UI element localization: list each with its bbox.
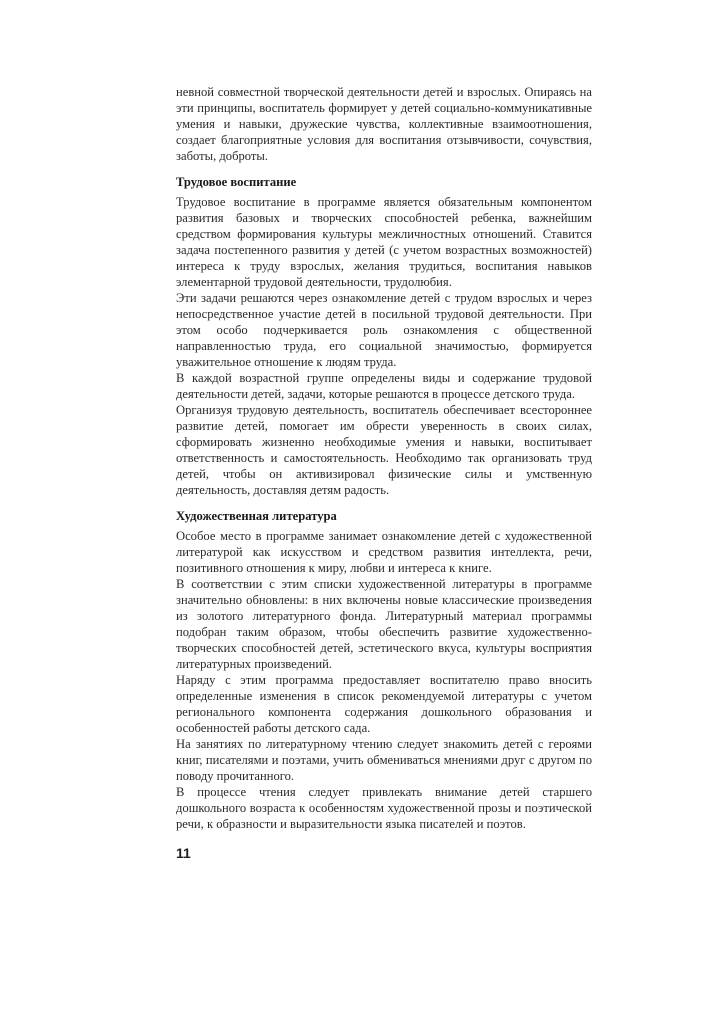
section-labor-education [176, 174, 592, 498]
paragraph: В соответствии с этим списки художественной литературы в программе значительно обновлены: в них включены новые классические произведения из золотого литературного фонда. Литературный материал программы подобран таким образом, чтобы обеспечить развитие художественно-творческих способностей детей, эстетического вкуса, культуры восприятия литературных произведений. [176, 577, 592, 671]
section-heading: Художественная литература [176, 509, 337, 523]
paragraph: На занятиях по литературному чтению следует знакомить детей с героями книг, писателями и поэтами, учить обмениваться мнениями друг с другом по поводу прочитанного. [176, 737, 592, 783]
paragraph: Организуя трудовую деятельность, воспитатель обеспечивает всестороннее развитие детей, помогает им обрести уверенность в своих силах, сформировать жизненно необходимые умения и навыки, воспитывает ответственность и самостоятельность. Необходимо так организовать труд детей, чтобы он активизировал физические силы и умственную деятельность, доставляя детям радость. [176, 403, 592, 497]
paragraph: В процессе чтения следует привлекать внимание детей старшего дошкольного возраста к особенностям художественной прозы и поэтической речи, к образности и выразительности языка писателей и поэтов. [176, 785, 592, 831]
page-number: 11 [176, 845, 191, 861]
document-page [176, 84, 592, 862]
paragraph: Особое место в программе занимает ознакомление детей с художественной литературой как искусством и средством развития интеллекта, речи, позитивного отношения к миру, любви и интереса к книге. [176, 529, 592, 575]
intro-paragraph: невной совместной творческой деятельности детей и взрослых. Опираясь на эти принципы, воспитатель формирует у детей социально-коммуникативные умения и навыки, дружеские чувства, коллективные взаимоотношения, создает благоприятные условия для воспитания отзывчивости, сочувствия, заботы, доброты. [176, 85, 592, 163]
section-fiction [176, 508, 592, 832]
paragraph: Наряду с этим программа предоставляет воспитателю право вносить определенные изменения в список рекомендуемой литературы с учетом регионального компонента содержания дошкольного образования и особенностей работы детского сада. [176, 673, 592, 735]
paragraph: Трудовое воспитание в программе является обязательным компонентом развития базовых и творческих способностей ребенка, важнейшим средством формирования культуры межличностных отношений. Ставится задача постепенного развития у детей (с учетом возрастных возможностей) интереса к труду взрослых, желания трудиться, воспитания навыков элементарной трудовой деятельности, трудолюбия. [176, 195, 592, 289]
paragraph: В каждой возрастной группе определены виды и содержание трудовой деятельности детей, задачи, которые решаются в процессе детского труда. [176, 371, 592, 401]
paragraph: Эти задачи решаются через ознакомление детей с трудом взрослых и через непосредственное участие детей в посильной трудовой деятельности. При этом особо подчеркивается роль ознакомления с общественной направленностью труда, его социальной значимостью, формируется уважительное отношение к людям труда. [176, 291, 592, 369]
section-heading: Трудовое воспитание [176, 175, 297, 189]
